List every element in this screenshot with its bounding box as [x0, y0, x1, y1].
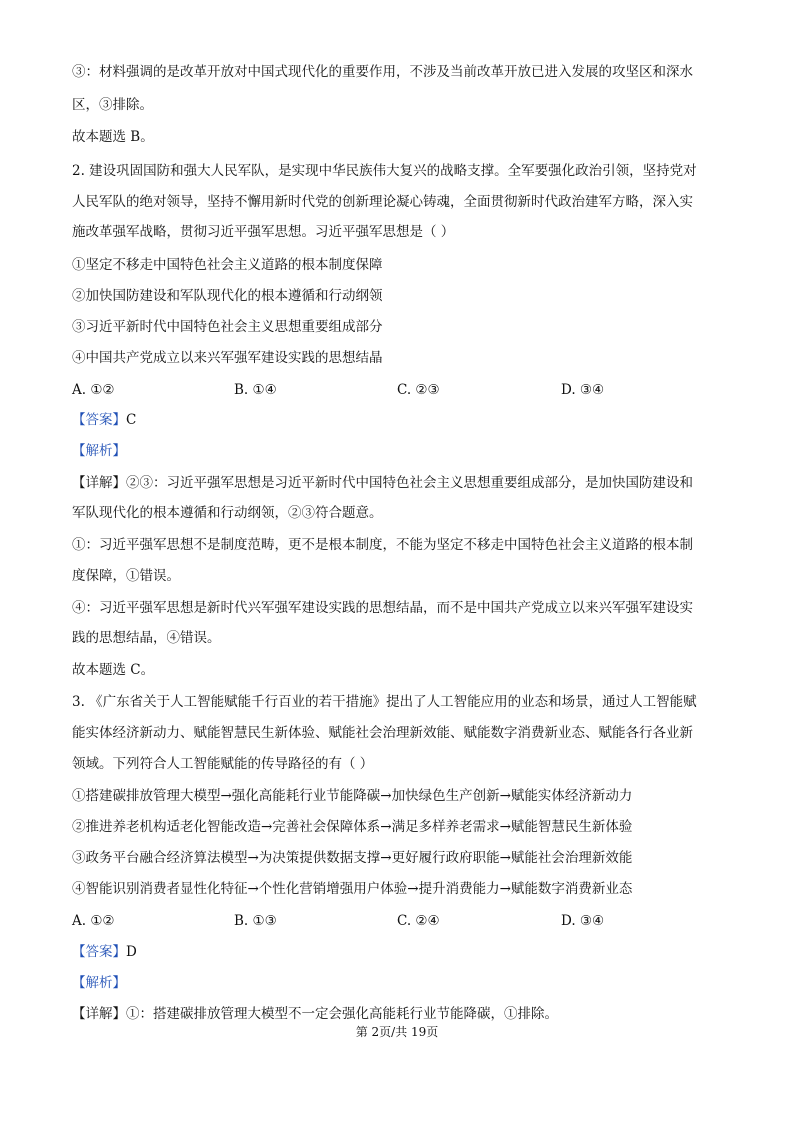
choice-a: A. ①② [72, 913, 115, 929]
choice-b: B. ①③ [234, 913, 277, 929]
answer-label: 【答案】 [72, 412, 126, 428]
choice-c: C. ②④ [397, 913, 440, 929]
choice-d: D. ③④ [561, 913, 605, 929]
question-2-option: ③习近平新时代中国特色社会主义思想重要组成部分 [72, 319, 383, 335]
question-3-option: ②推进养老机构适老化智能改造→完善社会保障体系→满足多样养老需求→赋能智慧民生新体验 [72, 819, 633, 835]
question-3-option: ④智能识别消费者显性化特征→个性化营销增强用户体验→提升消费能力→赋能数字消费新业态 [72, 881, 633, 897]
text-line: ④：习近平强军思想是新时代兴军强军建设实践的思想结晶，而不是中国共产党成立以来兴军强军建设实 [72, 600, 693, 616]
detail-line [72, 473, 693, 493]
question-2-option: ④中国共产党成立以来兴军强军建设实践的思想结晶 [72, 350, 383, 366]
choice-a: A. ①② [72, 382, 115, 398]
text-line: 区，③排除。 [72, 97, 153, 113]
answer-label: 【答案】 [72, 944, 126, 960]
choice-d: D. ③④ [561, 382, 605, 398]
text-line: 故本题选 C。 [72, 662, 155, 678]
detail-text: ②③：习近平强军思想是习近平新时代中国特色社会主义思想重要组成部分，是加快国防建设和 [126, 475, 693, 491]
choice-b: B. ①④ [234, 382, 277, 398]
text-line: 故本题选 B。 [72, 129, 154, 145]
question-3-stem: 3. 《广东省关于人工智能赋能千行百业的若干措施》提出了人工智能应用的业态和场景，通过人工智能赋 [72, 694, 697, 710]
answer-value: C [126, 412, 137, 428]
question-2-choices [72, 380, 722, 400]
question-2-stem: 施改革强军战略，贯彻习近平强军思想。习近平强军思想是（ ） [72, 224, 455, 240]
question-2-option: ①坚定不移走中国特色社会主义道路的根本制度保障 [72, 257, 383, 273]
detail-text: ①：搭建碳排放管理大模型不一定会强化高能耗行业节能降碳，①排除。 [126, 1006, 558, 1022]
analysis-label: 【解析】 [72, 975, 126, 991]
detail-label: 【详解】 [72, 1006, 126, 1022]
question-3-stem: 领域。下列符合人工智能赋能的传导路径的有（ ） [72, 756, 374, 772]
detail-label: 【详解】 [72, 475, 126, 491]
question-3-option: ①搭建碳排放管理大模型→强化高能耗行业节能降碳→加快绿色生产创新→赋能实体经济新动力 [72, 788, 633, 804]
text-line: ①：习近平强军思想不是制度范畴，更不是根本制度，不能为坚定不移走中国特色社会主义道路的根本制 [72, 537, 693, 553]
answer-value: D [126, 944, 137, 960]
analysis-label: 【解析】 [72, 443, 126, 459]
choice-c: C. ②③ [397, 382, 440, 398]
text-line: 践的思想结晶，④错误。 [72, 630, 221, 646]
answer-line [72, 942, 137, 962]
question-2-option: ②加快国防建设和军队现代化的根本遵循和行动纲领 [72, 288, 383, 304]
answer-line [72, 410, 136, 430]
question-3-option: ③政务平台融合经济算法模型→为决策提供数据支撑→更好履行政府职能→赋能社会治理新效能 [72, 850, 633, 866]
question-3-stem: 能实体经济新动力、赋能智慧民生新体验、赋能社会治理新效能、赋能数字消费新业态、赋能各行各业新 [72, 725, 693, 741]
page-footer: 第 2页/共 19页 [355, 1025, 439, 1039]
question-3-choices [72, 911, 722, 931]
text-line: ③：材料强调的是改革开放对中国式现代化的重要作用，不涉及当前改革开放已进入发展的攻坚区和深水 [72, 64, 693, 80]
text-line: 度保障，①错误。 [72, 568, 180, 584]
text-line: 军队现代化的根本遵循和行动纲领，②③符合题意。 [72, 505, 383, 521]
question-2-stem: 人民军队的绝对领导，坚持不懈用新时代党的创新理论凝心铸魂，全面贯彻新时代政治建军方略，深入实 [72, 194, 693, 210]
detail-line [72, 1004, 558, 1024]
question-2-stem: 2. 建设巩固国防和强大人民军队，是实现中华民族伟大复兴的战略支撑。全军要强化政治引领，坚持党对 [72, 163, 697, 179]
